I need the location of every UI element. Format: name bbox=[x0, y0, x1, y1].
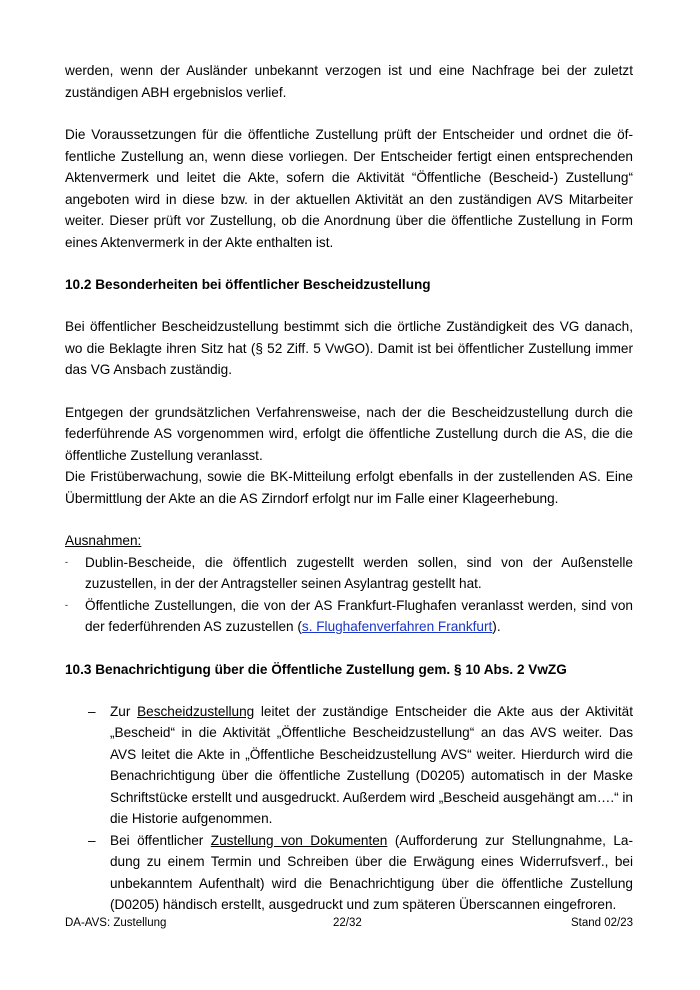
paragraph-procedure: Entgegen der grundsätzlichen Verfahrensweise, nach der die Bescheidzustellung durch die federführende AS vorgenommen wird, erfolgt die öffentliche Zustellung durch die AS, die die öffentliche Zustellung veranlasst. bbox=[65, 404, 633, 463]
heading-10-3: 10.3 Benachrichtigung über die Öffentliche Zustellung gem. § 10 Abs. 2 VwZG bbox=[65, 661, 567, 677]
exception-item: - Dublin-Bescheide, die öffentlich zugestellt werden sollen, sind von der Außenstelle zuzustellen, in der der Antragsteller seinen Asylantrag gestellt hat. bbox=[65, 554, 633, 591]
document-page bbox=[65, 60, 633, 916]
paragraph-jurisdiction: Bei öffentlicher Bescheidzustellung bestimmt sich die örtliche Zuständigkeit des VG danach, wo die Beklagte ihren Sitz hat (§ 52 Ziff. 5 VwGO). Damit ist bei öffentlicher Zustellung immer das VG Ansbach zuständig. bbox=[65, 319, 633, 377]
exceptions-list bbox=[65, 552, 633, 638]
heading-10-2: 10.2 Besonderheiten bei öffentlicher Bescheidzustellung bbox=[65, 277, 431, 292]
list-item: – Bei öffentlicher Zustellung von Dokumenten (Aufforderung zur Stellungnahme, La-dung zu einem Termin und Schreiben über die Erwägung eines Widerrufsverf., bei unbekanntem Aufenthalt) wird die Benachrichtigung über die öffentliche Zustellung (D0205) händisch erstellt, ausgedruckt und zum späteren Überscannen eingefroren. bbox=[88, 832, 634, 912]
flughafenverfahren-link[interactable]: s. Flughafenverfahren Frankfurt bbox=[301, 619, 493, 634]
paragraph-prerequisites: Die Voraussetzungen für die öffentliche Zustellung prüft der Entscheider und ordnet die öf-fentliche Zustellung an, wenn diese vorliegen. Der Entscheider fertigt einen entsprechenden Aktenvermerk und leitet die Akte, sofern die Aktivität “Öffentliche (Bescheid-) Zustellung“ angeboten wird in diese bzw. in der aktuellen Aktivität an den zuständigen AVS Mitarbeiter weiter. Dieser prüft vor Zustellung, ob die Anordnung über die öffentliche Zustellung in Form eines Aktenvermerk in der Akte enthalten ist. bbox=[65, 127, 633, 250]
exception-item: - Öffentliche Zustellungen, die von der AS Frankfurt-Flughafen veranlasst werden, sind von der federführenden AS zuzustellen (s. Flughafenverfahren Frankfurt). bbox=[65, 597, 633, 634]
paragraph-continuation: werden, wenn der Ausländer unbekannt verzogen ist und eine Nachfrage bei der zuletzt zuständigen ABH ergebnislos verlief. bbox=[65, 63, 633, 100]
list-item: – Zur Bescheidzustellung leitet der zuständige Entscheider die Akte aus der Aktivität „Bescheid“ in die Aktivität „Öffentliche Bescheidzustellung“ an das AVS weiter. Das AVS leitet die Akte in „Öffentliche Bescheidzustellung AVS“ weiter. Hierdurch wird die Benachrichtigung über die öffentliche Zustellung (D0205) automatisch in der Maske Schriftstücke erstellt und ausgedruckt. Außerdem wird „Bescheid ausgehängt am….“ in die Historie aufgenommen. bbox=[88, 703, 634, 826]
notification-list bbox=[65, 701, 633, 916]
footer-doc-title: DA-AVS: Zustellung bbox=[65, 917, 167, 929]
exceptions-title: Ausnahmen: bbox=[65, 533, 142, 548]
paragraph-deadline: Die Fristüberwachung, sowie die BK-Mitteilung erfolgt ebenfalls in der zustellenden AS. Eine Übermittlung der Akte an die AS Zirndorf erfolgt nur im Falle einer Klageerhebung. bbox=[65, 469, 633, 506]
footer-version: Stand 02/23 bbox=[570, 917, 633, 929]
footer-page-number: 22/32 bbox=[333, 917, 362, 929]
